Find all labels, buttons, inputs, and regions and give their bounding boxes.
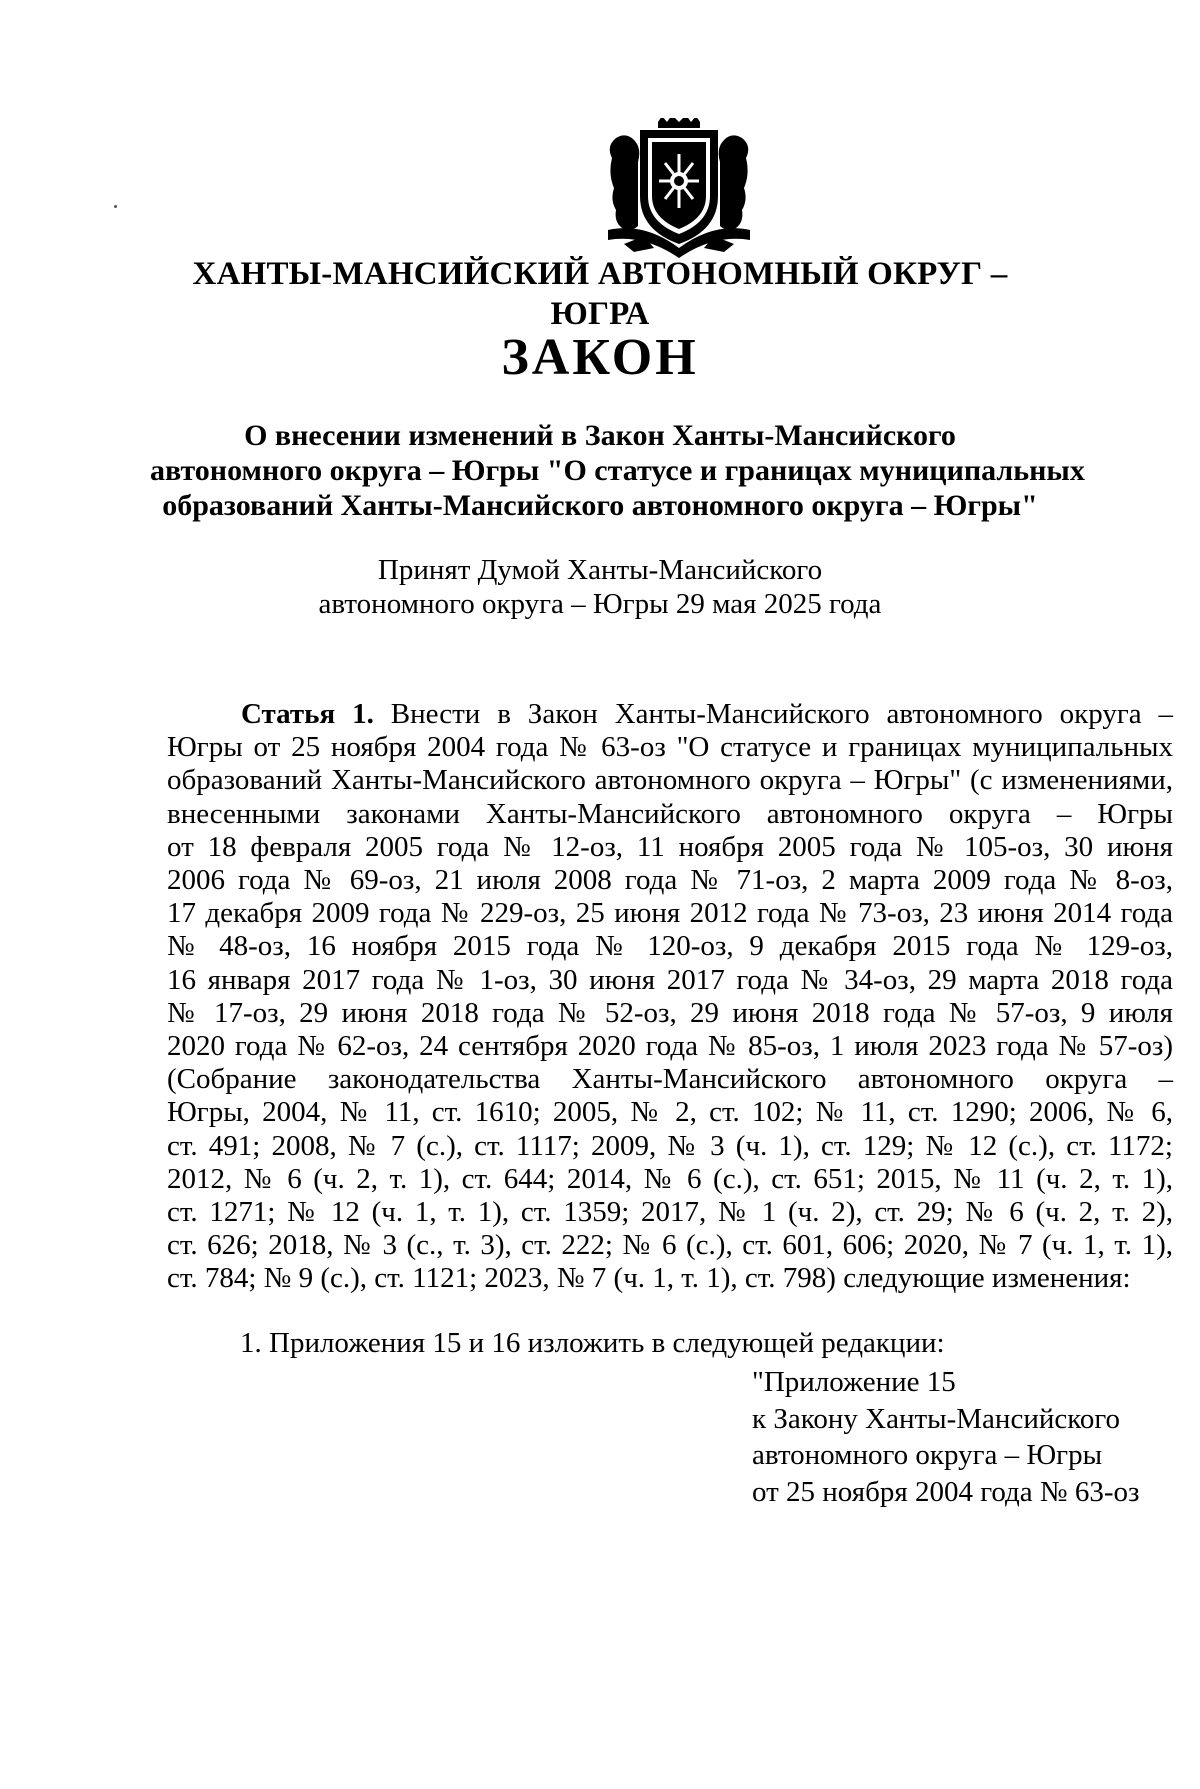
- law-title-line: О внесении изменений в Закон Ханты-Мансийского: [244, 419, 956, 452]
- article-1-first-line: [167, 698, 1173, 731]
- article-1-line: 16 января 2017 года № 1-оз, 30 июня 2017 года № 34-оз, 29 марта 2018 года: [167, 963, 1173, 996]
- appendix-heading-line: от 25 ноября 2004 года № 63-оз: [752, 1475, 1140, 1508]
- article-1-line: ст. 491; 2008, № 7 (с.), ст. 1117; 2009, № 3 (ч. 1), ст. 129; № 12 (с.), ст. 1172;: [167, 1129, 1173, 1162]
- article-1-line: 17 декабря 2009 года № 229-оз, 25 июня 2012 года № 73-оз, 23 июня 2014 года: [167, 897, 1173, 930]
- document-type: ЗАКОН: [501, 329, 699, 386]
- appendix-heading-line: "Приложение 15: [752, 1366, 956, 1398]
- article-1-line: внесенными законами Ханты-Мансийского автономного округа – Югры: [167, 797, 1173, 830]
- adoption-note: [150, 553, 1050, 621]
- article-1-line: от 18 февраля 2005 года № 12-оз, 11 ноября 2005 года № 105-оз, 30 июня: [167, 830, 1173, 863]
- article-label: Статья 1.: [241, 698, 374, 730]
- article-1-line: № 48-оз, 16 ноября 2015 года № 120-оз, 9 декабря 2015 года № 129-оз,: [167, 930, 1173, 963]
- law-title: [150, 418, 1085, 523]
- article-1-line: ст. 1271; № 12 (ч. 1, т. 1), ст. 1359; 2017, № 1 (ч. 2), ст. 29; № 6 (ч. 2, т. 2),: [167, 1196, 1173, 1229]
- law-title-line: образований Ханты-Мансийского автономного округа – Югры": [162, 489, 1038, 522]
- article-1-line: Югры от 25 ноября 2004 года № 63-оз "О статусе и границах муниципальных: [167, 731, 1173, 764]
- coat-of-arms-icon: [604, 118, 754, 258]
- region-title: ХАНТЫ-МАНСИЙСКИЙ АВТОНОМНЫЙ ОКРУГ – ЮГРА: [192, 256, 1008, 332]
- article-1-line: Югры, 2004, № 11, ст. 1610; 2005, № 2, ст. 102; № 11, ст. 1290; 2006, № 6,: [167, 1096, 1173, 1129]
- article-1-line: 2006 года № 69-оз, 21 июля 2008 года № 71-оз, 2 марта 2009 года № 8-оз,: [167, 864, 1173, 897]
- article-1-line: 2012, № 6 (ч. 2, т. 1), ст. 644; 2014, № 6 (с.), ст. 651; 2015, № 11 (ч. 2, т. 1),: [167, 1162, 1173, 1195]
- article-1-line: (Собрание законодательства Ханты-Мансийского автономного округа –: [167, 1063, 1173, 1096]
- article-1-item-1: 1. Приложения 15 и 16 изложить в следующей редакции:: [240, 1327, 945, 1359]
- appendix-heading: [752, 1364, 1139, 1510]
- adoption-note-line: Принят Думой Ханты-Мансийского: [377, 554, 823, 586]
- article-1-line: № 17-оз, 29 июня 2018 года № 52-оз, 29 июня 2018 года № 57-оз, 9 июля: [167, 996, 1173, 1029]
- article-1-text: Внести в Закон Ханты-Мансийского автономного округа –: [373, 698, 1173, 730]
- article-1: [167, 698, 1173, 1296]
- article-1-line: ст. 626; 2018, № 3 (с., т. 3), ст. 222; № 6 (с.), ст. 601, 606; 2020, № 7 (ч. 1, т. 1),: [167, 1229, 1173, 1262]
- article-1-line: ст. 784; № 9 (с.), ст. 1121; 2023, № 7 (ч. 1, т. 1), ст. 798) следующие изменения:: [167, 1262, 1131, 1295]
- article-1-line: образований Ханты-Мансийского автономного округа – Югры" (с изменениями,: [167, 764, 1173, 797]
- law-title-line: автономного округа – Югры "О статусе и границах муниципальных: [150, 454, 1085, 487]
- scan-speck: [114, 205, 117, 208]
- adoption-note-line: автономного округа – Югры 29 мая 2025 года: [318, 588, 882, 620]
- appendix-heading-line: автономного округа – Югры: [752, 1439, 1103, 1471]
- article-1-line: 2020 года № 62-оз, 24 сентября 2020 года № 85-оз, 1 июля 2023 года № 57-оз): [167, 1030, 1173, 1063]
- appendix-heading-line: к Закону Ханты-Мансийского: [752, 1402, 1121, 1435]
